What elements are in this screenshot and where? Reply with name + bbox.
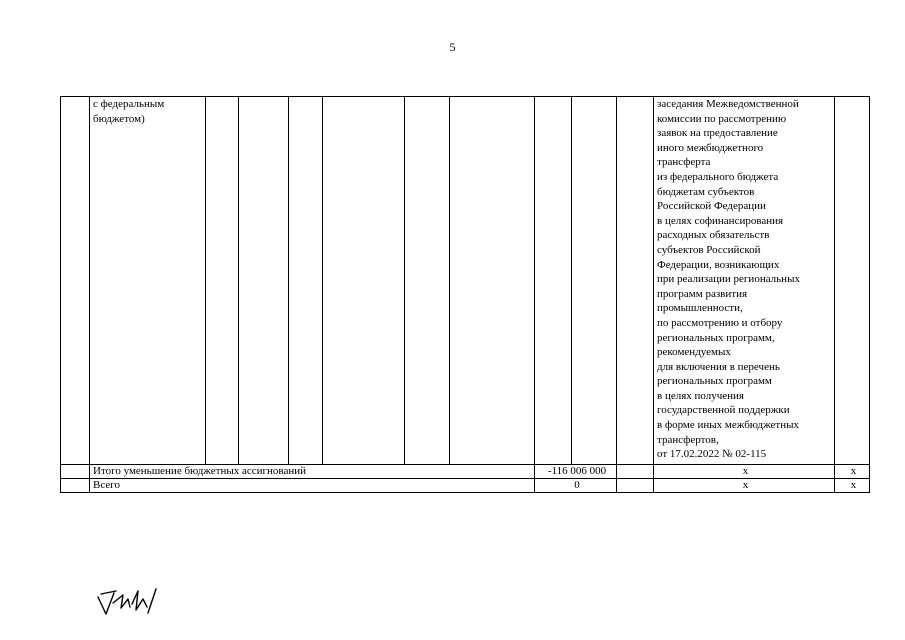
cell-line: программ развития — [657, 287, 748, 300]
cell-line: заявок на предоставление — [657, 127, 778, 140]
cell-line: в форме иных межбюджетных — [657, 419, 799, 432]
cell-line: в целях софинансирования — [657, 214, 784, 227]
table-cell — [239, 97, 289, 465]
table-cell — [289, 97, 323, 465]
cell-line: расходных обязательств — [657, 229, 770, 242]
cell-line: из федерального бюджета — [657, 170, 779, 183]
total-amount: 0 — [535, 479, 617, 493]
table-cell — [61, 465, 90, 479]
table-row-total-decrease — [61, 465, 870, 479]
table-cell — [405, 97, 450, 465]
total-label: Итого уменьшение бюджетных ассигнований — [90, 465, 535, 479]
table-cell — [450, 97, 535, 465]
budget-table — [60, 96, 870, 493]
cell-line: региональных программ — [657, 375, 772, 388]
cell-line: трансферта — [657, 156, 711, 169]
total-label: Всего — [90, 479, 535, 493]
recipient-cell — [90, 97, 206, 465]
cell-line: Федерации, возникающих — [657, 258, 780, 271]
cell-line: Российской Федерации — [657, 200, 766, 213]
cell-line: заседания Межведомственной — [657, 98, 799, 110]
table-cell — [572, 97, 617, 465]
total-mark: x — [654, 465, 835, 479]
table-cell — [617, 97, 654, 465]
table-row-grand-total — [61, 479, 870, 493]
cell-line: с федеральным — [93, 98, 165, 110]
total-mark: x — [835, 479, 870, 493]
cell-line: при реализации региональных — [657, 273, 800, 286]
total-mark: x — [835, 465, 870, 479]
cell-line: государственной поддержки — [657, 404, 790, 417]
table-cell — [835, 97, 870, 465]
page-number: 5 — [449, 40, 456, 54]
table-cell — [617, 479, 654, 493]
cell-line: промышленности, — [657, 302, 743, 315]
cell-line: субъектов Российской — [657, 243, 761, 256]
table-cell — [61, 97, 90, 465]
cell-line: бюджетам субъектов — [657, 185, 755, 198]
cell-line: от 17.02.2022 № 02-115 — [657, 448, 767, 461]
cell-line: в целях получения — [657, 389, 744, 402]
table-cell — [206, 97, 239, 465]
cell-line: иного межбюджетного — [657, 141, 764, 154]
cell-line: бюджетом) — [93, 112, 145, 125]
cell-line: трансфертов, — [657, 433, 719, 446]
cell-line: для включения в перечень — [657, 360, 780, 373]
cell-line: региональных программ, — [657, 331, 775, 344]
table-cell — [323, 97, 405, 465]
table-cell — [617, 465, 654, 479]
cell-line: по рассмотрению и отбору — [657, 316, 783, 329]
cell-line: рекомендуемых — [657, 346, 731, 359]
table-cell — [61, 479, 90, 493]
basis-cell — [654, 97, 835, 465]
total-amount: -116 006 000 — [535, 465, 617, 479]
cell-line: комиссии по рассмотрению — [657, 112, 787, 125]
table-row-continuation — [61, 97, 870, 465]
handwritten-signature — [92, 583, 164, 623]
table-cell — [535, 97, 572, 465]
total-mark: x — [654, 479, 835, 493]
